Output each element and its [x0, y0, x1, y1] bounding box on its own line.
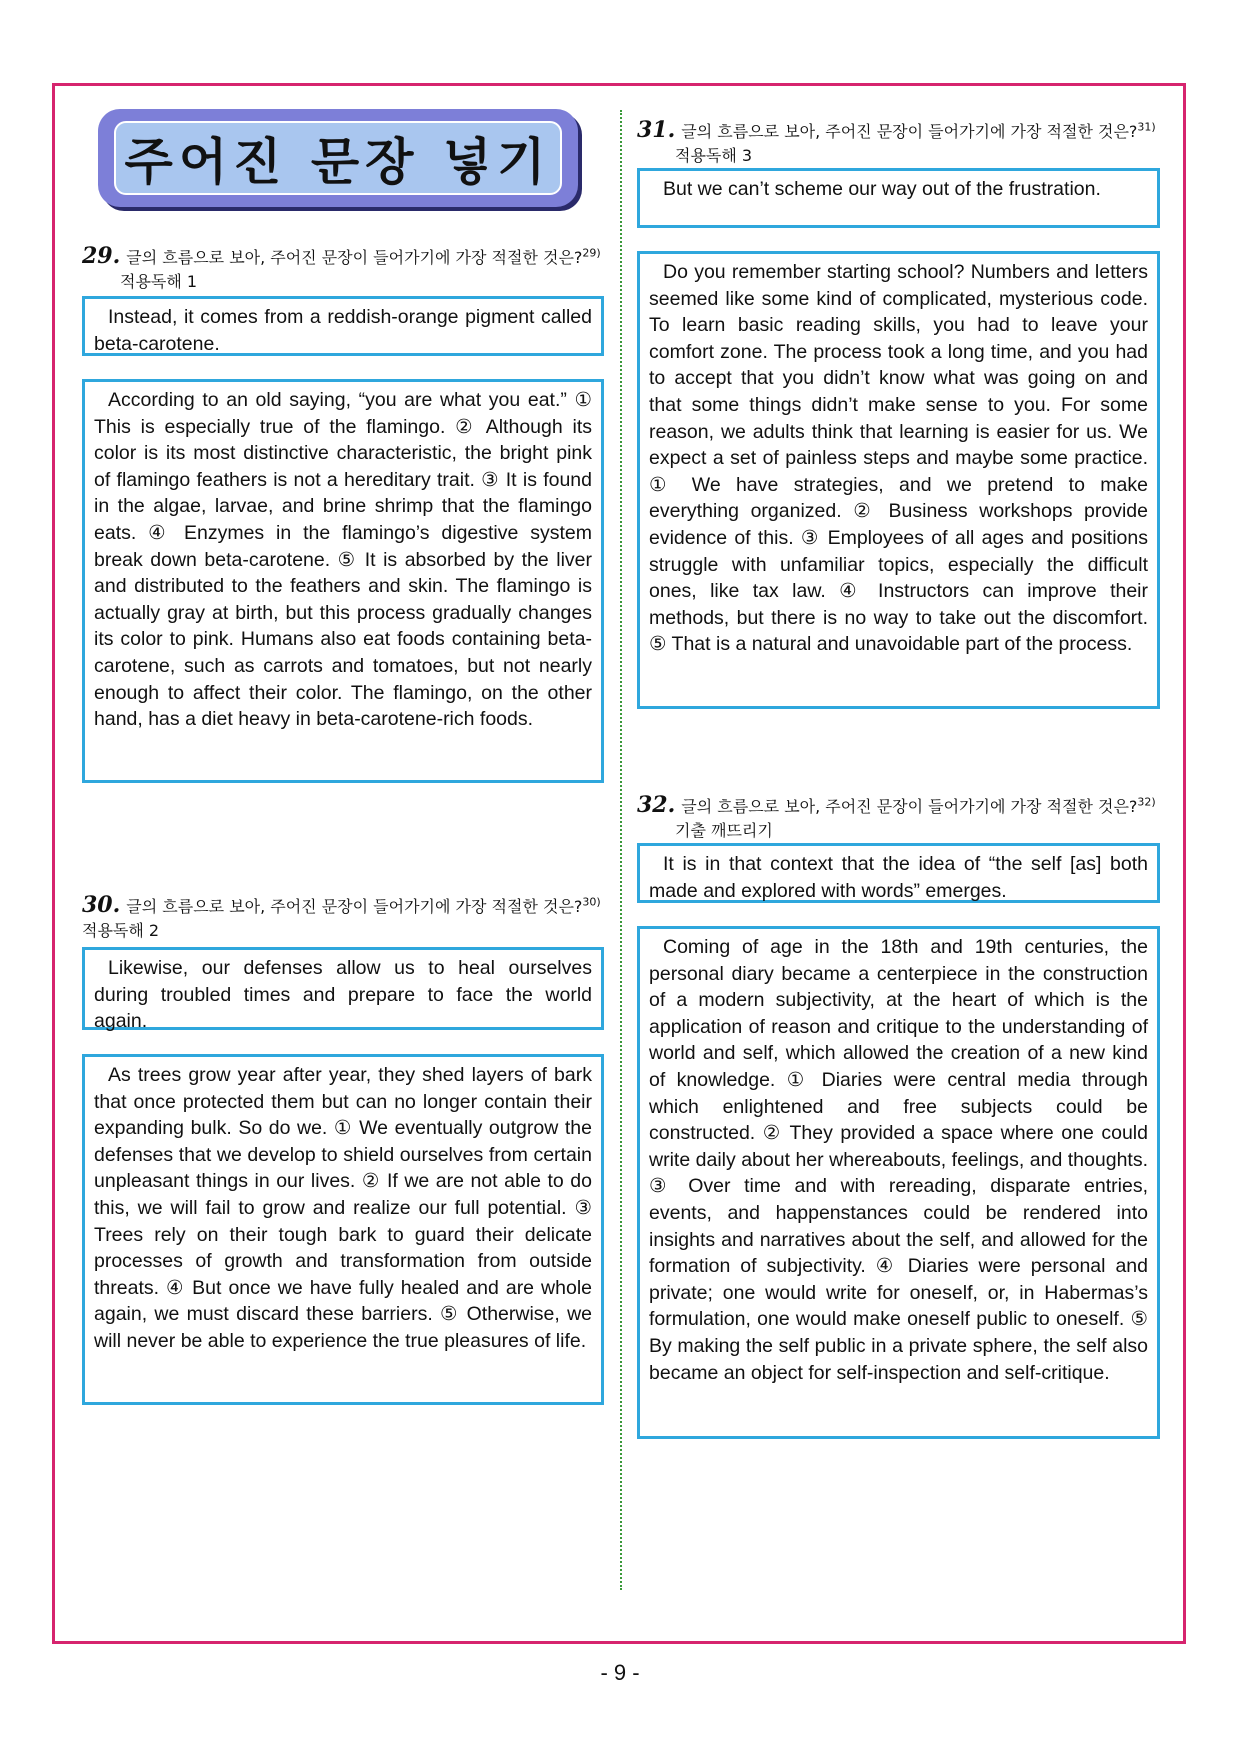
passage-box — [82, 379, 604, 783]
passage-box — [82, 1054, 604, 1405]
footnote-marker: 29) — [582, 246, 601, 260]
given-sentence-box — [637, 843, 1160, 903]
section-title-inner — [114, 121, 562, 195]
question-number: 29. — [82, 243, 121, 269]
column-divider — [620, 110, 622, 1590]
question-source: 적용독해 2 — [82, 921, 160, 940]
given-sentence: Instead, it comes from a reddish-orange pigment called beta-carotene. — [94, 306, 592, 355]
question-number: 32. — [637, 792, 676, 818]
section-title-badge — [98, 109, 578, 207]
question-32-header — [637, 793, 1167, 843]
question-prompt: 글의 흐름으로 보아, 주어진 문장이 들어가기에 가장 적절한 것은? — [681, 122, 1138, 141]
page-number: - 9 - — [600, 1660, 640, 1685]
passage-text: According to an old saying, “you are what you eat.” ① This is especially true of the flamingo. ② Although its color is its most distinctive characteristic, the bright pink of flamingo feathers is not a hereditary trait. ③ It is found in the algae, larvae, and brine shrimp that the flamingo eats. ④ Enzymes in the flamingo’s digestive system break down beta-carotene. ⑤ It is absorbed by the liver and distributed to the feathers and skin. The flamingo is actually gray at birth, but this process gradually changes its color to pink. Humans also eat foods containing beta-carotene, such as carrots and tomatoes, but not nearly enough to affect their color. The flamingo, on the other hand, has a diet heavy in beta-carotene-rich foods. — [94, 389, 592, 731]
footnote-marker: 30) — [582, 895, 601, 909]
question-31-header — [637, 118, 1167, 168]
passage-text: Do you remember starting school? Numbers and letters seemed like some kind of complicated, mysterious code. To learn basic reading skills, you had to leave your comfort zone. The process took a long time, and you had to accept that you didn’t know what was going on and that some things didn’t make sense to you. For some reason, we adults think that learning is easier for us. We expect a set of painless steps and maybe some practice. ① We have strategies, and we pretend to make everything organized. ② Business workshops provide evidence of this. ③ Employees of all ages and positions struggle with unfamiliar topics, especially the difficult ones, like tax law. ④ Instructors can improve their methods, but there is no way to take out the discomfort. ⑤ That is a natural and unavoidable part of the process. — [649, 261, 1148, 656]
question-prompt: 글의 흐름으로 보아, 주어진 문장이 들어가기에 가장 적절한 것은? — [681, 797, 1138, 816]
passage-box — [637, 926, 1160, 1439]
passage-box — [637, 251, 1160, 709]
given-sentence: It is in that context that the idea of “the self [as] both made and explored with words” emerges. — [649, 853, 1148, 902]
question-30-header — [82, 893, 612, 943]
footnote-marker: 32) — [1137, 795, 1156, 809]
passage-text: Coming of age in the 18th and 19th centuries, the personal diary became a centerpiece in the construction of a modern subjectivity, at the heart of which is the application of reason and critique to the understanding of world and self, which allowed the creation of a new kind of knowledge. ① Diaries were central media through which enlightened and free subjects could be constructed. ② They provided a space where one could write daily about her whereabouts, feelings, and thoughts. ③ Over time and with rereading, disparate entries, events, and happenstances could be rendered into insights and narratives about the self, and allowed for the formation of subjectivity. ④ Diaries were personal and private; one would write for oneself, or, in Habermas’s formulation, one would make oneself public to oneself. ⑤ By making the self public in a private sphere, the self also became an object for self-inspection and self-critique. — [649, 936, 1148, 1384]
given-sentence: But we can’t scheme our way out of the frustration. — [663, 178, 1101, 200]
question-source: 적용독해 3 — [675, 146, 753, 165]
given-sentence-box — [82, 296, 604, 356]
section-title: 주어진 문장 넣기 — [124, 133, 552, 191]
footnote-marker: 31) — [1137, 120, 1156, 134]
question-source: 적용독해 1 — [120, 272, 198, 291]
question-prompt: 글의 흐름으로 보아, 주어진 문장이 들어가기에 가장 적절한 것은? — [126, 897, 583, 916]
given-sentence-box — [637, 168, 1160, 228]
question-number: 30. — [82, 892, 121, 918]
given-sentence: Likewise, our defenses allow us to heal ourselves during troubled times and prepare to face the world again. — [94, 957, 592, 1033]
question-prompt: 글의 흐름으로 보아, 주어진 문장이 들어가기에 가장 적절한 것은? — [126, 248, 583, 267]
question-source: 기출 깨뜨리기 — [675, 821, 773, 840]
question-29-header — [82, 244, 612, 294]
given-sentence-box — [82, 947, 604, 1033]
passage-text: As trees grow year after year, they shed layers of bark that once protected them but can no longer contain their expanding bulk. So do we. ① We eventually outgrow the defenses that we develop to shield ourselves from certain unpleasant things in our lives. ② If we are not able to do this, we will fail to grow and realize our full potential. ③ Trees rely on their tough bark to guard their delicate processes of growth and transformation from outside threats. ④ But once we have fully healed and are whole again, we must discard these barriers. ⑤ Otherwise, we will never be able to experience the true pleasures of life. — [94, 1064, 592, 1352]
question-number: 31. — [637, 117, 676, 143]
